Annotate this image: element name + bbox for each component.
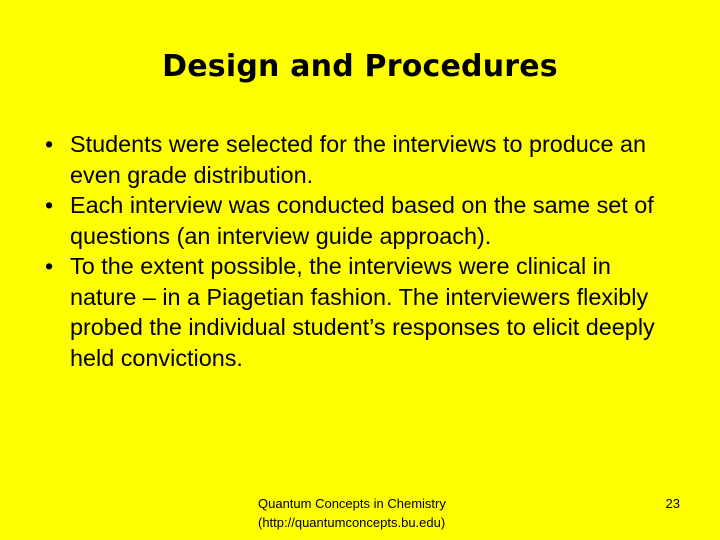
bullet-text: Students were selected for the interviews to produce an even grade distribution.	[70, 131, 646, 188]
bullet-list	[45, 129, 655, 373]
footer-course-title: Quantum Concepts in Chemistry	[258, 496, 446, 511]
bullet-symbol: •	[45, 131, 54, 157]
bullet-text: To the extent possible, the interviews were clinical in nature – in a Piagetian fashion. The interviewers flexibly probed the individual student’s responses to elicit deeply held convictions.	[70, 253, 655, 371]
bullet-symbol: •	[45, 192, 54, 218]
footer-url: (http://quantumconcepts.bu.edu)	[258, 515, 446, 530]
bullet-item	[45, 251, 655, 373]
bullet-item	[45, 129, 655, 190]
bullet-symbol: •	[45, 253, 54, 279]
footer-source	[258, 494, 498, 532]
bullet-item	[45, 190, 655, 251]
page-number: 23	[665, 496, 680, 511]
bullet-text: Each interview was conducted based on the same set of questions (an interview guide approach).	[70, 192, 654, 249]
slide-title: Design and Procedures	[162, 49, 558, 84]
